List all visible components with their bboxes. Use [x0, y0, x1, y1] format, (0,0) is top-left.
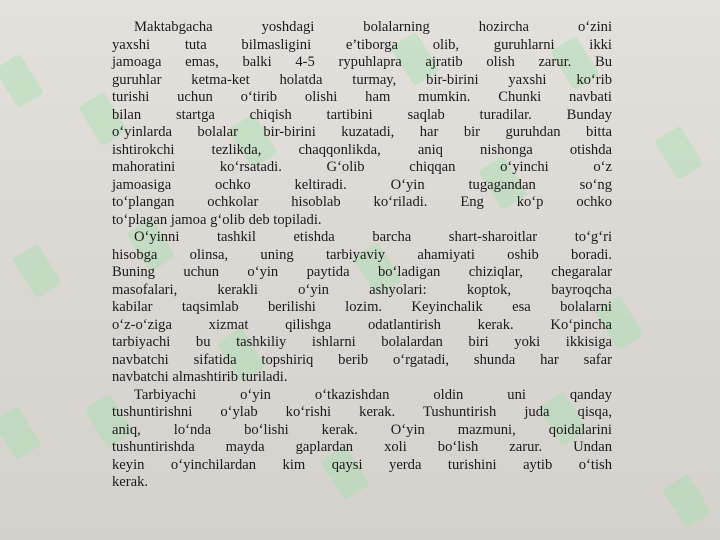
text-line: Tarbiyachi o‘yin o‘tkazishdan oldin uni qanday [134, 386, 612, 403]
text-line: Buning uchun o‘yin paytida bo‘ladigan chiziqlar, chegaralar [112, 264, 612, 280]
paragraph [112, 387, 612, 492]
watermark-mark [0, 406, 42, 461]
text-line: to‘plangan ochkolar hisoblab ko‘riladi. Eng ko‘p ochko [112, 194, 612, 210]
paragraph [112, 229, 612, 387]
text-line: hisobga olinsa, uning tarbiyaviy ahamiyati oshib boradi. [112, 246, 612, 263]
text-line: tushuntirishni o‘ylab ko‘rishi kerak. Tushuntirish juda qisqa, [112, 404, 612, 420]
text-line: jamoasiga ochko keltiradi. O‘yin tugagandan so‘ng [112, 176, 612, 193]
text-line: guruhlar ketma-ket holatda turmay, bir-birini yaxshi ko‘rib [112, 71, 612, 88]
text-line: Maktabgacha yoshdagi bolalarning hozircha o‘zini [134, 19, 612, 35]
text-line: yaxshi tuta bilmasligini e’tiborga olib, guruhlarni ikki [112, 36, 612, 53]
text-line: o‘z-o‘ziga xizmat qilishga odatlantirish kerak. Ko‘pincha [112, 316, 612, 333]
text-line: o‘yinlarda bolalar bir-birini kuzatadi, har bir guruhdan bitta [112, 124, 612, 140]
text-line: aniq, lo‘nda bo‘lishi kerak. O‘yin mazmuni, qoidalarini [112, 421, 612, 438]
body-text [112, 19, 612, 492]
text-line: kerak. [112, 474, 149, 490]
text-line: jamoaga emas, balki 4-5 rypuhlapra ajratib olish zarur. Bu [112, 54, 612, 70]
text-line: O‘yinni tashkil etishda barcha shart-sharoitlar to‘g‘ri [134, 229, 612, 245]
text-line: to‘plagan jamoa g‘olib deb topiladi. [112, 211, 322, 228]
text-line: keyin o‘yinchilardan kim qaysi yerda turishini aytib o‘tish [112, 456, 612, 473]
watermark-mark [662, 474, 712, 529]
text-line: navbatchi sifatida topshiriq berib o‘rgatadi, shunda har safar [112, 351, 612, 368]
text-line: kabilar taqsimlab berilishi lozim. Keyinchalik esa bolalarni [112, 299, 612, 315]
text-line: bilan startga chiqish tartibini saqlab turadilar. Bunday [112, 106, 612, 123]
text-line: navbatchi almashtirib turiladi. [112, 369, 288, 385]
text-line: masofalari, kerakli o‘yin ashyolari: koptok, bayroqcha [112, 281, 612, 298]
text-line: tushuntirishda mayda gaplardan xoli bo‘lish zarur. Undan [112, 439, 612, 455]
watermark-mark [0, 54, 44, 109]
watermark-mark [654, 126, 704, 181]
text-line: tarbiyachi bu tashkiliy ishlarni bolalardan biri yoki ikkisiga [112, 334, 612, 350]
text-line: ishtirokchi tezlikda, chaqqonlikda, aniq nishonga otishda [112, 141, 612, 158]
text-line: mahoratini ko‘rsatadi. G‘olib chiqqan o‘yinchi o‘z [112, 159, 612, 175]
watermark-mark [12, 244, 62, 299]
text-line: turishi uchun o‘tirib olishi ham mumkin. Chunki navbati [112, 89, 612, 105]
paragraph [112, 19, 612, 229]
